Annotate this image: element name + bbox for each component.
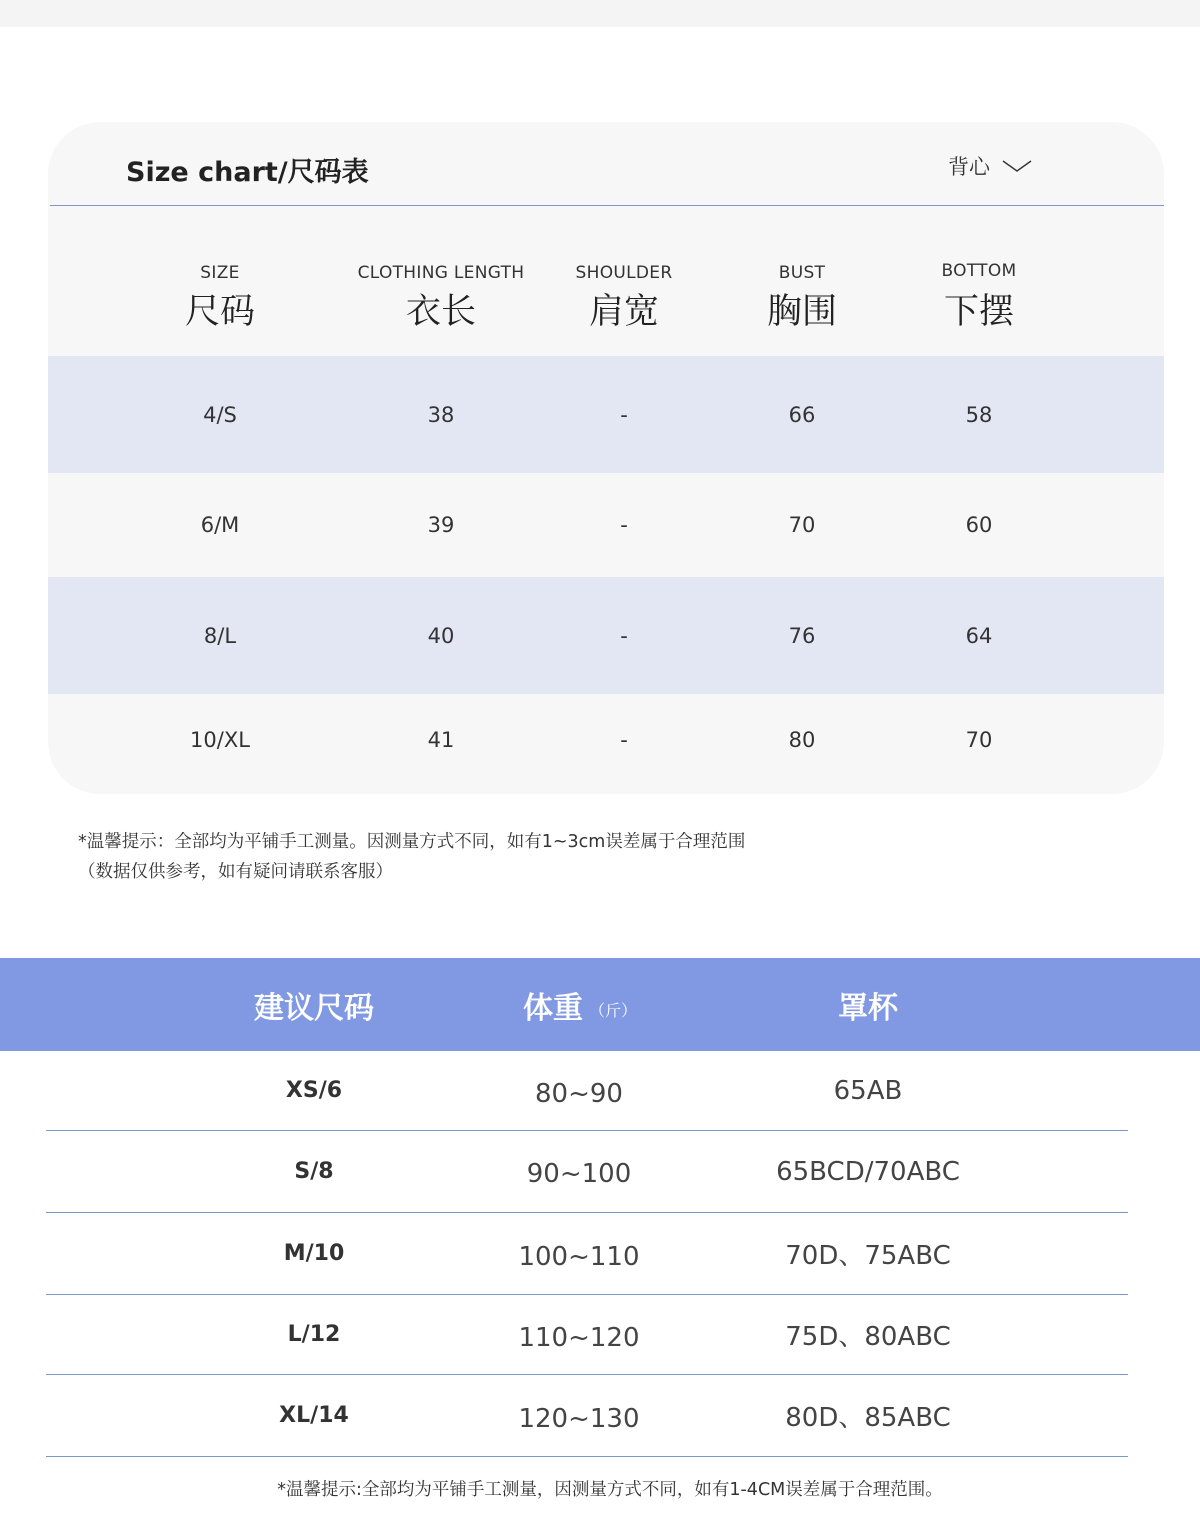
cell-weight: 110~120	[518, 1322, 640, 1353]
dropdown-selected-label: 背心	[948, 155, 990, 179]
cell-bottom: 60	[965, 513, 993, 537]
cell-bust: 66	[788, 402, 816, 427]
measurement-note-line: （数据仅供参考，如有疑问请联系客服）	[78, 862, 393, 882]
cell-recommended-size: XL/14	[279, 1403, 349, 1428]
cell-recommended-size: L/12	[287, 1322, 341, 1347]
cell-weight: 80~90	[535, 1078, 623, 1109]
table-row	[48, 577, 1164, 694]
header-weight	[460, 958, 700, 1051]
cell-clothing-length: 38	[427, 402, 455, 427]
cell-bottom: 58	[965, 402, 993, 427]
header-weight-label: 体重	[522, 990, 583, 1026]
cell-cup: 65AB	[833, 1075, 903, 1106]
title-divider	[50, 205, 1164, 206]
header-recommended-size: 建议尺码	[254, 990, 374, 1026]
column-header-en: BUST	[778, 263, 826, 283]
cell-bust: 80	[788, 728, 816, 752]
table-row	[48, 473, 1164, 577]
recommendation-header	[0, 958, 1200, 1051]
header-cup: 罩杯	[838, 990, 898, 1026]
cell-shoulder: -	[620, 513, 628, 537]
cell-weight: 120~130	[518, 1403, 640, 1434]
size-chart-card	[48, 122, 1164, 794]
cell-size: 10/XL	[190, 728, 250, 752]
cell-cup: 65BCD/70ABC	[776, 1156, 960, 1187]
table-row	[46, 1051, 1128, 1130]
top-strip	[0, 0, 1200, 27]
cell-bust: 76	[788, 623, 816, 648]
column-header-cn: 衣长	[405, 292, 476, 332]
table-row	[48, 356, 1164, 473]
cell-recommended-size: S/8	[294, 1159, 334, 1184]
column-header-cn: 尺码	[184, 292, 255, 332]
cell-shoulder: -	[620, 623, 628, 648]
cell-shoulder: -	[620, 402, 628, 427]
measurement-note	[78, 827, 745, 887]
cell-bottom: 64	[965, 623, 993, 648]
column-header-cn: 下摆	[943, 292, 1014, 332]
header-weight-unit: （斤）	[588, 1001, 637, 1020]
column-header-cn: 胸围	[766, 292, 837, 332]
table-row	[46, 1131, 1128, 1212]
cell-cup: 80D、85ABC	[785, 1403, 951, 1433]
cell-cup: 75D、80ABC	[785, 1322, 951, 1352]
cell-size: 4/S	[203, 402, 237, 427]
table-row	[46, 1213, 1128, 1294]
cell-size: 8/L	[203, 623, 237, 648]
cell-weight: 100~110	[518, 1241, 640, 1272]
cell-cup: 70D、75ABC	[785, 1241, 951, 1271]
cell-shoulder: -	[620, 728, 628, 752]
cell-weight: 90~100	[526, 1158, 632, 1189]
table-row	[48, 694, 1164, 786]
size-chart-title: Size chart/尺码表	[126, 157, 369, 188]
column-header-cn: 肩宽	[588, 292, 659, 332]
column-header-en: CLOTHING LENGTH	[357, 263, 525, 283]
recommendation-note: *温馨提示:全部均为平铺手工测量，因测量方式不同，如有1-4CM误差属于合理范围。	[277, 1480, 943, 1500]
row-divider	[46, 1456, 1128, 1457]
cell-clothing-length: 40	[427, 623, 455, 648]
column-header-en: SIZE	[200, 263, 240, 283]
column-header-en: BOTTOM	[941, 261, 1017, 281]
cell-recommended-size: XS/6	[285, 1078, 343, 1103]
column-header-en: SHOULDER	[575, 263, 673, 283]
cell-clothing-length: 41	[427, 728, 455, 752]
chevron-down-icon	[1002, 159, 1032, 173]
cell-clothing-length: 39	[427, 513, 455, 537]
cell-bust: 70	[788, 513, 816, 537]
table-row	[46, 1295, 1128, 1374]
table-row	[46, 1375, 1128, 1456]
cell-recommended-size: M/10	[283, 1241, 345, 1266]
cell-size: 6/M	[200, 513, 240, 537]
measurement-note-line: *温馨提示：全部均为平铺手工测量。因测量方式不同，如有1~3cm误差属于合理范围	[78, 832, 746, 852]
cell-bottom: 70	[965, 728, 993, 752]
garment-type-dropdown[interactable]	[948, 150, 1032, 182]
